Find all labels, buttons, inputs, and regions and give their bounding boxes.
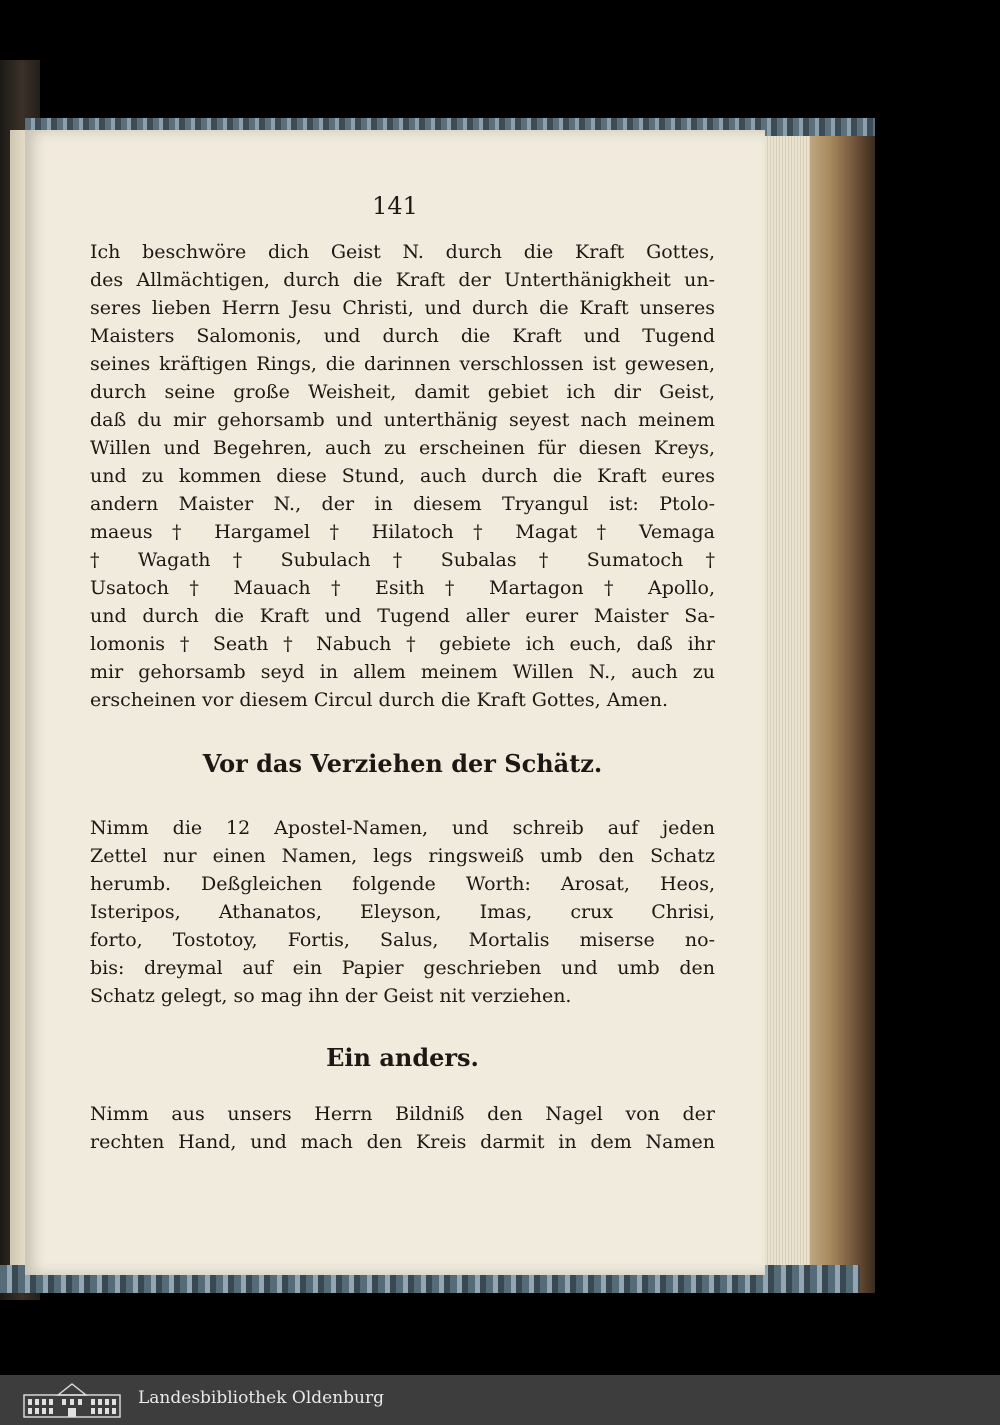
text-line: Nimm die 12 Apostel-Namen, und schreib auf jeden (90, 817, 715, 839)
page-text (90, 238, 715, 1156)
text-line: maeus † Hargamel † Hilatoch † Magat † Vemaga (90, 521, 715, 543)
text-line: herumb. Deßgleichen folgende Worth: Arosat, Heos, (90, 873, 715, 895)
paragraph-incantation (90, 238, 715, 714)
text-line: daß du mir gehorsamb und unterthänig seyest nach meinem (90, 409, 715, 431)
section-heading: Vor das Verziehen der Schätz. (202, 749, 603, 778)
text-line: erscheinen vor diesem Circul durch die Kraft Gottes, Amen. (90, 689, 669, 711)
section-heading: Ein anders. (326, 1043, 479, 1072)
text-line: bis: dreymal auf ein Papier geschrieben und umb den (90, 957, 715, 979)
library-building-logo-icon (22, 1381, 122, 1419)
page-stack-edge (762, 130, 810, 1270)
paragraph-treasure (90, 814, 715, 1010)
text-line: und zu kommen diese Stund, auch durch die Kraft eures (90, 465, 715, 487)
text-line: Nimm aus unsers Herrn Bildniß den Nagel von der (90, 1103, 715, 1125)
text-line: Willen und Begehren, auch zu erscheinen für diesen Kreys, (90, 437, 715, 459)
text-line: seres lieben Herrn Jesu Christi, und durch die Kraft unseres (90, 297, 715, 319)
text-line: Isteripos, Athanatos, Eleyson, Imas, crux Chrisi, (90, 901, 715, 923)
text-line: forto, Tostotoy, Fortis, Salus, Mortalis miserse no- (90, 929, 715, 951)
text-line: andern Maister N., der in diesem Tryangul ist: Ptolo- (90, 493, 715, 515)
text-line: Ich beschwöre dich Geist N. durch die Kraft Gottes, (90, 241, 715, 263)
library-name: Landesbibliothek Oldenburg (138, 1388, 385, 1408)
text-line: rechten Hand, und mach den Kreis darmit in dem Namen (90, 1131, 715, 1153)
text-line: seines kräftigen Rings, die darinnen verschlossen ist gewesen, (90, 353, 715, 375)
page-number: 141 (372, 192, 418, 220)
text-line: und durch die Kraft und Tugend aller eurer Maister Sa- (90, 605, 715, 627)
text-line: lomonis † Seath † Nabuch † gebiete ich euch, daß ihr (90, 633, 715, 655)
library-footer-bar (0, 1375, 1000, 1425)
text-line: durch seine große Weisheit, damit gebiet ich dir Geist, (90, 381, 715, 403)
text-line: Usatoch † Mauach † Esith † Martagon † Apollo, (90, 577, 715, 599)
text-line: Maisters Salomonis, und durch die Kraft und Tugend (90, 325, 715, 347)
book-page (25, 130, 765, 1275)
right-book-cover (800, 118, 875, 1293)
text-line: Schatz gelegt, so mag ihn der Geist nit verziehen. (90, 985, 572, 1007)
paragraph-other (90, 1100, 715, 1156)
text-line: Zettel nur einen Namen, legs ringsweiß umb den Schatz (90, 845, 715, 867)
left-page-edge (10, 130, 26, 1280)
text-line: † Wagath † Subulach † Subalas † Sumatoch † (90, 549, 715, 571)
text-line: mir gehorsamb seyd in allem meinem Willen N., auch zu (90, 661, 715, 683)
text-line: des Allmächtigen, durch die Kraft der Unterthänigkheit un- (90, 269, 715, 291)
